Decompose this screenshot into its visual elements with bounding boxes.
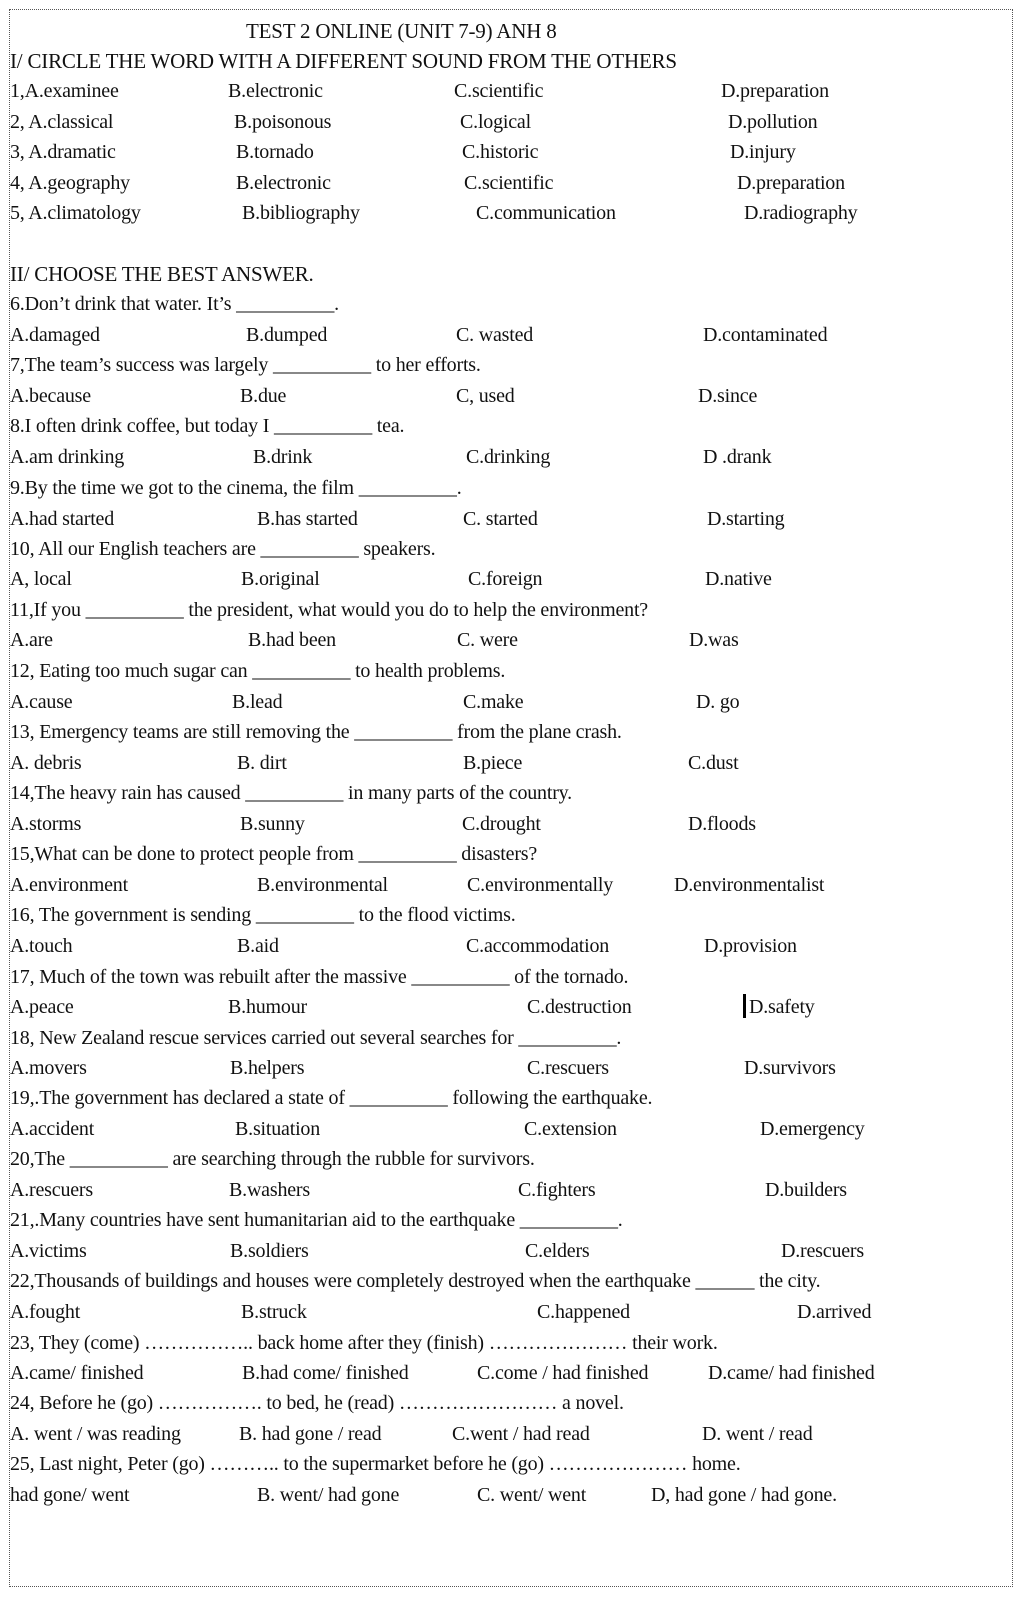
option-d[interactable]: D.starting (707, 508, 785, 530)
option-c[interactable]: C. were (457, 629, 518, 651)
option-c[interactable]: C, used (456, 385, 515, 407)
answer-options (10, 381, 1012, 411)
question-text: 10, All our English teachers are __________ speakers. (10, 538, 436, 560)
pronunciation-item (10, 198, 1012, 228)
answer-options (10, 992, 1012, 1022)
option-b[interactable]: B.had come/ finished (242, 1362, 409, 1384)
option-a[interactable]: A. debris (10, 752, 82, 774)
option-b[interactable]: B.soldiers (230, 1240, 309, 1262)
answer-options (10, 564, 1012, 594)
question-text: 23, They (come) …………….. back home after they (finish) ………………… their work. (10, 1332, 718, 1354)
option-c[interactable]: C.fighters (518, 1179, 596, 1201)
answer-options (10, 748, 1012, 778)
option-d[interactable]: D.pollution (728, 111, 818, 133)
option-d[interactable]: C.dust (688, 752, 739, 774)
option-c[interactable]: C.scientific (454, 80, 544, 102)
option-b[interactable]: B.humour (228, 996, 307, 1018)
option-a[interactable]: A.peace (10, 996, 74, 1018)
answer-options (10, 504, 1012, 534)
option-c[interactable]: C.historic (462, 141, 539, 163)
option-d[interactable]: D.provision (704, 935, 797, 957)
option-a[interactable]: 3, A.dramatic (10, 141, 116, 163)
option-a[interactable]: A.cause (10, 691, 73, 713)
option-a[interactable]: A.damaged (10, 324, 100, 346)
option-c[interactable]: C.come / had finished (477, 1362, 649, 1384)
option-a[interactable]: A.are (10, 629, 53, 651)
pronunciation-item (10, 168, 1012, 198)
option-b[interactable]: B.struck (241, 1301, 307, 1323)
question-text: 16, The government is sending __________ to the flood victims. (10, 904, 516, 926)
option-b[interactable]: B.drink (253, 446, 313, 468)
option-d[interactable]: D.preparation (737, 172, 845, 194)
option-d[interactable]: D.contaminated (703, 324, 828, 346)
option-c[interactable]: C.communication (476, 202, 616, 224)
question-text: 13, Emergency teams are still removing the __________ from the plane crash. (10, 721, 622, 743)
option-c[interactable]: C.accommodation (466, 935, 610, 957)
answer-options (10, 625, 1012, 655)
option-d[interactable]: D. go (696, 691, 740, 713)
option-b[interactable]: B.aid (237, 935, 279, 957)
option-c[interactable]: C.went / had read (452, 1423, 590, 1445)
option-c[interactable]: C.scientific (464, 172, 554, 194)
option-c[interactable]: C. wasted (456, 324, 534, 346)
option-a[interactable]: had gone/ went (10, 1484, 130, 1506)
option-c[interactable]: C.extension (524, 1118, 617, 1140)
answer-options (10, 1480, 1012, 1510)
option-b[interactable]: B. dirt (237, 752, 287, 774)
option-d[interactable]: D.survivors (744, 1057, 836, 1079)
pronunciation-item (10, 76, 1012, 106)
question-text: 25, Last night, Peter (go) ……….. to the supermarket before he (go) ………………… home. (10, 1453, 741, 1475)
section-1-heading: I/ CIRCLE THE WORD WITH A DIFFERENT SOUND FROM THE OTHERS (10, 49, 677, 73)
question-text: 20,The __________ are searching through the rubble for survivors. (10, 1148, 535, 1170)
option-a[interactable]: 2, A.classical (10, 111, 114, 133)
option-a[interactable]: A.movers (10, 1057, 87, 1079)
option-c[interactable]: C.happened (537, 1301, 630, 1323)
answer-options (10, 1114, 1012, 1144)
option-d[interactable]: D .drank (703, 446, 772, 468)
answer-options (10, 870, 1012, 900)
answer-options (10, 1358, 1012, 1388)
option-d[interactable]: D.came/ had finished (708, 1362, 875, 1384)
option-a[interactable]: A.environment (10, 874, 128, 896)
option-d[interactable]: D.floods (688, 813, 756, 835)
option-a[interactable]: A, local (10, 568, 72, 590)
question-text: 8.I often drink coffee, but today I __________ tea. (10, 415, 405, 437)
option-a[interactable]: A.rescuers (10, 1179, 93, 1201)
question-text: 19,.The government has declared a state of __________ following the earthquake. (10, 1087, 653, 1109)
option-c[interactable]: C.drought (462, 813, 541, 835)
question-text: 6.Don’t drink that water. It’s __________. (10, 293, 339, 315)
option-b[interactable]: B.bibliography (242, 202, 360, 224)
test-title: TEST 2 ONLINE (UNIT 7-9) ANH 8 (246, 19, 557, 43)
option-c[interactable]: C. went/ went (477, 1484, 587, 1506)
answer-options (10, 931, 1012, 961)
question-text: 11,If you __________ the president, what would you do to help the environment? (10, 599, 648, 621)
option-d[interactable]: D.emergency (760, 1118, 865, 1140)
question-text: 21,.Many countries have sent humanitarian aid to the earthquake __________. (10, 1209, 623, 1231)
option-b[interactable]: B.lead (232, 691, 283, 713)
option-c[interactable]: C.make (463, 691, 524, 713)
worksheet-page (9, 9, 1013, 1587)
answer-options (10, 809, 1012, 839)
option-a[interactable]: 4, A.geography (10, 172, 130, 194)
question-text: 22,Thousands of buildings and houses were completely destroyed when the earthquake ______ the city. (10, 1270, 821, 1292)
option-b[interactable]: B. had gone / read (239, 1423, 382, 1445)
option-d[interactable]: D.since (698, 385, 758, 407)
answer-options (10, 442, 1012, 472)
question-text: 15,What can be done to protect people from __________ disasters? (10, 843, 538, 865)
option-d[interactable]: D, had gone / had gone. (651, 1484, 837, 1506)
option-d[interactable]: D.radiography (744, 202, 858, 224)
question-text: 18, New Zealand rescue services carried out several searches for __________. (10, 1027, 622, 1049)
question-text: 12, Eating too much sugar can __________ to health problems. (10, 660, 506, 682)
option-b[interactable]: B.sunny (240, 813, 305, 835)
answer-options (10, 320, 1012, 350)
option-c[interactable]: C. started (463, 508, 538, 530)
option-b[interactable]: B.environmental (257, 874, 388, 896)
option-c[interactable]: C.logical (460, 111, 531, 133)
question-text: 7,The team’s success was largely __________ to her efforts. (10, 354, 481, 376)
option-c[interactable]: C.destruction (527, 996, 632, 1018)
option-d[interactable]: D.arrived (797, 1301, 872, 1323)
option-d[interactable]: D.native (705, 568, 772, 590)
option-b[interactable]: B.tornado (236, 141, 314, 163)
option-a[interactable]: A. went / was reading (10, 1423, 181, 1445)
option-d[interactable]: D.injury (730, 141, 796, 163)
option-b[interactable]: B.electronic (236, 172, 331, 194)
answer-options (10, 687, 1012, 717)
option-d[interactable]: D.safety (749, 996, 815, 1018)
question-text: 14,The heavy rain has caused __________ in many parts of the country. (10, 782, 572, 804)
option-a[interactable]: A.touch (10, 935, 73, 957)
option-b[interactable]: B.poisonous (234, 111, 332, 133)
option-b[interactable]: B.dumped (246, 324, 328, 346)
option-a[interactable]: A.because (10, 385, 91, 407)
option-a[interactable]: A.victims (10, 1240, 87, 1262)
option-a[interactable]: A.accident (10, 1118, 95, 1140)
pronunciation-item (10, 107, 1012, 137)
option-b[interactable]: B.helpers (230, 1057, 305, 1079)
answer-options (10, 1297, 1012, 1327)
option-d[interactable]: D.was (689, 629, 739, 651)
option-a[interactable]: 5, A.climatology (10, 202, 141, 224)
option-b[interactable]: B.due (240, 385, 287, 407)
option-d[interactable]: D.environmentalist (674, 874, 825, 896)
option-a[interactable]: A.had started (10, 508, 115, 530)
option-c[interactable]: B.piece (463, 752, 523, 774)
question-text: 17, Much of the town was rebuilt after the massive __________ of the tornado. (10, 966, 629, 988)
option-a[interactable]: A.came/ finished (10, 1362, 144, 1384)
option-c[interactable]: C.rescuers (527, 1057, 609, 1079)
answer-options (10, 1053, 1012, 1083)
option-c[interactable]: C.drinking (466, 446, 551, 468)
option-a[interactable]: A.am drinking (10, 446, 125, 468)
answer-options (10, 1419, 1012, 1449)
option-b[interactable]: B.washers (229, 1179, 310, 1201)
answer-options (10, 1175, 1012, 1205)
option-b[interactable]: B.has started (257, 508, 358, 530)
question-text: 24, Before he (go) ……………. to bed, he (read) …………………… a novel. (10, 1392, 624, 1414)
option-a[interactable]: 1,A.examinee (10, 80, 119, 102)
option-b[interactable]: B.had been (248, 629, 336, 651)
option-b[interactable]: B.original (241, 568, 320, 590)
option-c[interactable]: C.foreign (468, 568, 543, 590)
option-d[interactable]: D.rescuers (781, 1240, 864, 1262)
option-a[interactable]: A.fought (10, 1301, 81, 1323)
option-d[interactable]: D. went / read (702, 1423, 813, 1445)
option-b[interactable]: B.electronic (228, 80, 323, 102)
option-a[interactable]: A.storms (10, 813, 82, 835)
option-c[interactable]: C.environmentally (467, 874, 614, 896)
question-text: 9.By the time we got to the cinema, the film __________. (10, 477, 462, 499)
option-d[interactable]: D.preparation (721, 80, 829, 102)
section-2-heading: II/ CHOOSE THE BEST ANSWER. (10, 262, 314, 286)
answer-options (10, 1236, 1012, 1266)
pronunciation-item (10, 137, 1012, 167)
option-b[interactable]: B.situation (235, 1118, 321, 1140)
option-c[interactable]: C.elders (525, 1240, 590, 1262)
option-b[interactable]: B. went/ had gone (257, 1484, 400, 1506)
option-d[interactable]: D.builders (765, 1179, 847, 1201)
